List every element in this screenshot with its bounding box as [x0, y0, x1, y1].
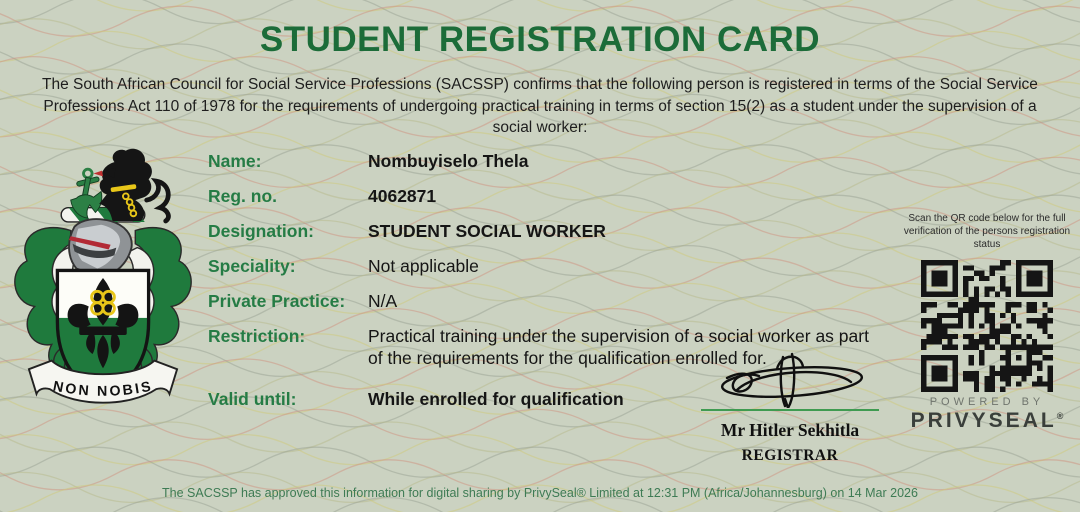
- field-label: Name:: [208, 151, 262, 171]
- qr-code: [921, 260, 1053, 392]
- field-label: Designation:: [208, 221, 314, 241]
- field-value: N/A: [368, 291, 398, 311]
- field-value: While enrolled for qualification: [368, 389, 624, 409]
- field-row-speciality: [208, 255, 908, 277]
- registrar-name: Mr Hitler Sekhitla: [720, 420, 860, 440]
- privyseal-wordmark: [903, 409, 1071, 433]
- field-value: Nombuyiselo Thela: [368, 151, 529, 171]
- page-title: STUDENT REGISTRATION CARD: [259, 20, 821, 59]
- field-row-designation: [208, 220, 908, 242]
- field-value: STUDENT SOCIAL WORKER: [368, 221, 606, 241]
- signature-line: [701, 409, 879, 411]
- field-label: Valid until:: [208, 389, 297, 409]
- signature-scribble: [695, 352, 885, 408]
- anchor-icon: [71, 169, 102, 218]
- qr-instruction: Scan the QR code below for the full verification of the persons registration status: [903, 213, 1071, 250]
- field-row-reg-no: [208, 185, 908, 207]
- powered-by-label: POWERED BY: [929, 396, 1045, 408]
- field-value: 4062871: [368, 186, 437, 206]
- field-row-private-practice: [208, 290, 908, 312]
- field-label: Reg. no.: [208, 186, 278, 206]
- field-value: Not applicable: [368, 256, 479, 276]
- approval-footer-note: The SACSSP has approved this information for digital sharing by PrivySeal® Limited at 12:31 PM (Africa/Johannesburg) on 14 Mar 2026: [162, 486, 918, 500]
- intro-text: The South African Council for Social Service Professions (SACSSP) confirms that the following person is registered in terms of the Social Service Professions Act 110 of 1978 for the requirements of undergoing practical training in terms of section 15(2) as a student under the supervision of a social worker:: [42, 76, 1038, 136]
- field-value: Practical training under the supervision of a social worker as part of the requirements for the qualification enrolled for.: [368, 326, 869, 368]
- field-label: Speciality:: [208, 256, 296, 276]
- motto-text: NON NOBIS: [51, 378, 155, 400]
- qr-verification-block: [903, 212, 1071, 433]
- brand-text: PRIVYSEAL: [910, 409, 1057, 432]
- field-label: Private Practice:: [208, 291, 346, 311]
- registered-mark: ®: [1056, 411, 1064, 421]
- registrar-title: REGISTRAR: [741, 447, 839, 464]
- sacssp-coat-of-arms: [8, 145, 198, 411]
- field-label: Restriction:: [208, 326, 306, 346]
- field-row-name: [208, 150, 908, 172]
- registrar-signature-block: [690, 352, 890, 465]
